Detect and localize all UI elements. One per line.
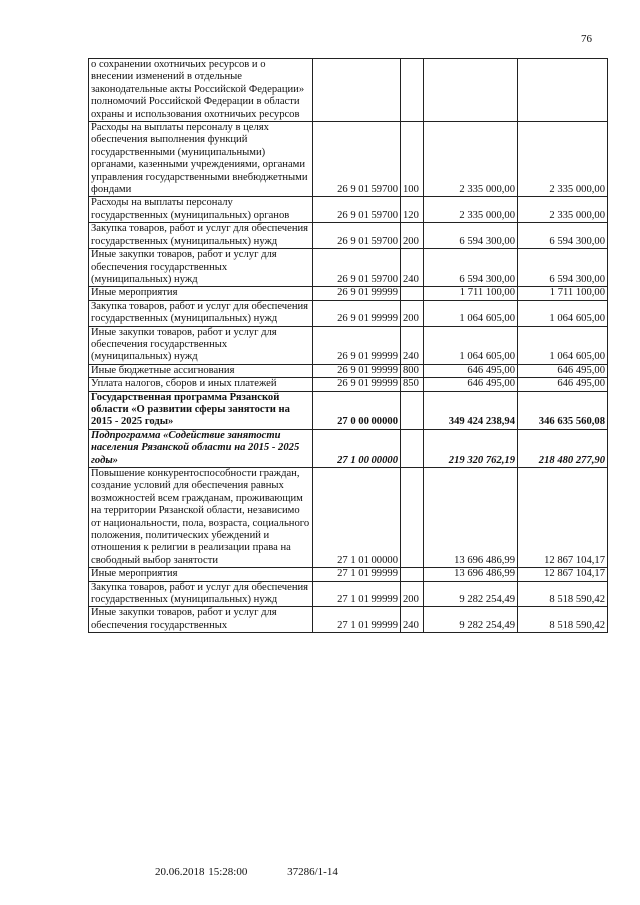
row-sum-2019-cell: 1 711 100,00 <box>424 287 518 300</box>
row-name-cell: Закупка товаров, работ и услуг для обеспечения государственных (муниципальных) нужд <box>89 223 313 249</box>
row-name-cell: Расходы на выплаты персоналу в целях обеспечения выполнения функций государственными (муниципальными) органами, казенными учреждениями, органами управления государственными внебюджетными фондами <box>89 122 313 197</box>
row-sum-2020-cell: 6 594 300,00 <box>518 249 608 287</box>
row-sum-2019-cell: 9 282 254,49 <box>424 607 518 633</box>
table-row <box>89 197 608 223</box>
row-sum-2019-cell: 2 335 000,00 <box>424 197 518 223</box>
row-code-cell: 26 9 01 59700 <box>313 122 401 197</box>
row-name-cell: Иные закупки товаров, работ и услуг для обеспечения государственных (муниципальных) нужд <box>89 326 313 364</box>
row-sum-2020-cell: 12 867 104,17 <box>518 568 608 581</box>
row-expense-type-cell: 200 <box>401 300 424 326</box>
row-code-cell: 27 1 01 99999 <box>313 568 401 581</box>
row-code-cell: 27 1 01 99999 <box>313 581 401 607</box>
budget-table <box>88 58 608 633</box>
row-expense-type-cell: 800 <box>401 364 424 377</box>
row-sum-2019-cell: 9 282 254,49 <box>424 581 518 607</box>
row-code-cell: 27 1 00 00000 <box>313 429 401 467</box>
row-name-cell: Иные закупки товаров, работ и услуг для обеспечения государственных (муниципальных) нужд <box>89 249 313 287</box>
row-sum-2019-cell <box>424 59 518 122</box>
row-expense-type-cell <box>401 59 424 122</box>
row-sum-2019-cell: 349 424 238,94 <box>424 391 518 429</box>
row-code-cell: 26 9 01 99999 <box>313 300 401 326</box>
row-name-cell: Иные закупки товаров, работ и услуг для обеспечения государственных <box>89 607 313 633</box>
row-expense-type-cell <box>401 391 424 429</box>
row-code-cell: 27 1 01 99999 <box>313 607 401 633</box>
row-sum-2019-cell: 219 320 762,19 <box>424 429 518 467</box>
row-sum-2019-cell: 646 495,00 <box>424 378 518 391</box>
row-expense-type-cell: 240 <box>401 326 424 364</box>
row-expense-type-cell: 850 <box>401 378 424 391</box>
table-row <box>89 249 608 287</box>
row-sum-2019-cell: 646 495,00 <box>424 364 518 377</box>
row-name-cell: Иные мероприятия <box>89 568 313 581</box>
footer-document-id: 37286/1-14 <box>287 866 338 878</box>
row-code-cell: 27 0 00 00000 <box>313 391 401 429</box>
table-row <box>89 364 608 377</box>
table-row <box>89 59 608 122</box>
row-sum-2020-cell: 646 495,00 <box>518 378 608 391</box>
row-sum-2020-cell: 646 495,00 <box>518 364 608 377</box>
table-row <box>89 378 608 391</box>
row-sum-2020-cell: 346 635 560,08 <box>518 391 608 429</box>
row-sum-2020-cell: 1 064 605,00 <box>518 326 608 364</box>
row-code-cell <box>313 59 401 122</box>
table-row <box>89 122 608 197</box>
row-expense-type-cell: 240 <box>401 249 424 287</box>
table-row <box>89 391 608 429</box>
row-sum-2019-cell: 13 696 486,99 <box>424 568 518 581</box>
row-sum-2020-cell: 1 711 100,00 <box>518 287 608 300</box>
row-name-cell: Иные мероприятия <box>89 287 313 300</box>
row-expense-type-cell <box>401 468 424 568</box>
footer-datetime: 20.06.2018 15:28:00 <box>155 866 248 878</box>
row-expense-type-cell: 240 <box>401 607 424 633</box>
row-expense-type-cell: 200 <box>401 581 424 607</box>
table-row <box>89 429 608 467</box>
row-expense-type-cell <box>401 429 424 467</box>
row-name-cell: Государственная программа Рязанской области «О развитии сферы занятости на 2015 - 2025 годы» <box>89 391 313 429</box>
table-row <box>89 568 608 581</box>
row-expense-type-cell <box>401 287 424 300</box>
row-code-cell: 26 9 01 59700 <box>313 223 401 249</box>
row-sum-2020-cell: 12 867 104,17 <box>518 468 608 568</box>
row-code-cell: 26 9 01 59700 <box>313 249 401 287</box>
table-row <box>89 287 608 300</box>
row-sum-2019-cell: 1 064 605,00 <box>424 326 518 364</box>
row-sum-2020-cell <box>518 59 608 122</box>
row-sum-2019-cell: 6 594 300,00 <box>424 223 518 249</box>
table-row <box>89 326 608 364</box>
table-row <box>89 223 608 249</box>
table-row <box>89 581 608 607</box>
row-sum-2020-cell: 6 594 300,00 <box>518 223 608 249</box>
row-name-cell: Иные бюджетные ассигнования <box>89 364 313 377</box>
page-number: 76 <box>581 33 592 45</box>
row-name-cell: Подпрограмма «Содействие занятости населения Рязанской области на 2015 - 2025 годы» <box>89 429 313 467</box>
row-sum-2019-cell: 13 696 486,99 <box>424 468 518 568</box>
row-sum-2020-cell: 2 335 000,00 <box>518 122 608 197</box>
row-code-cell: 26 9 01 99999 <box>313 326 401 364</box>
row-name-cell: Расходы на выплаты персоналу государственных (муниципальных) органов <box>89 197 313 223</box>
row-name-cell: о сохранении охотничьих ресурсов и о внесении изменений в отдельные законодательные акты Российской Федерации» полномочий Российской Федерации в области охраны и использования охотничьих ресурсов <box>89 59 313 122</box>
row-name-cell: Уплата налогов, сборов и иных платежей <box>89 378 313 391</box>
row-code-cell: 27 1 01 00000 <box>313 468 401 568</box>
row-sum-2020-cell: 8 518 590,42 <box>518 607 608 633</box>
row-sum-2020-cell: 1 064 605,00 <box>518 300 608 326</box>
row-sum-2019-cell: 6 594 300,00 <box>424 249 518 287</box>
row-expense-type-cell: 100 <box>401 122 424 197</box>
row-name-cell: Закупка товаров, работ и услуг для обеспечения государственных (муниципальных) нужд <box>89 300 313 326</box>
row-code-cell: 26 9 01 59700 <box>313 197 401 223</box>
row-expense-type-cell: 200 <box>401 223 424 249</box>
footer <box>155 866 338 878</box>
table-row <box>89 607 608 633</box>
row-name-cell: Повышение конкурентоспособности граждан, создание условий для обеспечения равных возможностей всем гражданам, проживающим на территории Рязанской области, независимо от национальности, пола, возраста, социального положения, политических убеждений и отношения к религии в реализации права на свободный выбор занятости <box>89 468 313 568</box>
row-code-cell: 26 9 01 99999 <box>313 378 401 391</box>
row-expense-type-cell: 120 <box>401 197 424 223</box>
budget-table-body <box>89 59 608 633</box>
row-sum-2020-cell: 218 480 277,90 <box>518 429 608 467</box>
row-sum-2020-cell: 2 335 000,00 <box>518 197 608 223</box>
row-name-cell: Закупка товаров, работ и услуг для обеспечения государственных (муниципальных) нужд <box>89 581 313 607</box>
row-sum-2019-cell: 2 335 000,00 <box>424 122 518 197</box>
table-row <box>89 300 608 326</box>
row-code-cell: 26 9 01 99999 <box>313 364 401 377</box>
row-sum-2019-cell: 1 064 605,00 <box>424 300 518 326</box>
row-expense-type-cell <box>401 568 424 581</box>
table-row <box>89 468 608 568</box>
row-sum-2020-cell: 8 518 590,42 <box>518 581 608 607</box>
row-code-cell: 26 9 01 99999 <box>313 287 401 300</box>
